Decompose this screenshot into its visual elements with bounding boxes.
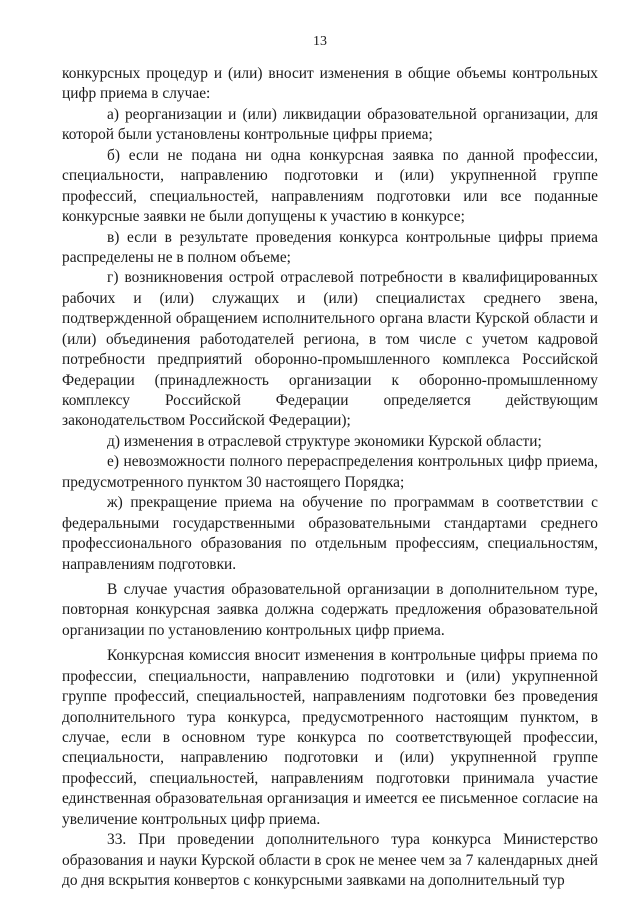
paragraph-additional-round: В случае участия образовательной организации в дополнительном туре, повторная конкурсная заявка должна содержать предложения образовательной организации по установлению контрольных цифр приема. [62,580,598,639]
paragraph-commission-changes: Конкурсная комиссия вносит изменения в контрольные цифры приема по профессии, специальности, направлению подготовки и (или) укрупненной группе профессий, специальностей, направлениям подготовки без проведения дополнительного тура конкурса, предусмотренного настоящим пунктом, в случае, если в основном туре конкурса по соответствующей профессии, специальности, направлению подготовки и (или) укрупненной группе профессий, специальностей, направлениям подготовки принимала участие единственная образовательная организация и имеется ее письменное согласие на увеличение контрольных цифр приема. [62,647,598,828]
page-number: 13 [313,34,327,49]
list-item-zh: ж) прекращение приема на обучение по программам в соответствии с федеральными государственными образовательными стандартами среднего профессионального образования по отдельным профессиям, специальностям, направлениям подготовки. [62,494,598,573]
paragraph-continuation: конкурсных процедур и (или) вносит изменения в общие объемы контрольных цифр приема в случае: [62,65,598,103]
list-item-g: г) возникновения острой отраслевой потребности в квалифицированных рабочих и (или) служащих и (или) специалистах среднего звена, подтвержденной обращением исполнительного органа власти Курской области и (или) объединения работодателей региона, в том числе с учетом кадровой потребности предприятий оборонно-промышленного комплекса Российской Федерации (принадлежность организации к оборонно-промышленному комплексу Российской Федерации определяется действующим законодательством Российской Федерации); [62,269,598,430]
list-item-a: а) реорганизации и (или) ликвидации образовательной организации, для которой были установлены контрольные цифры приема; [62,105,598,144]
list-item-v: в) если в результате проведения конкурса контрольные цифры приема распределены не в полном объеме; [62,228,598,266]
list-item-e: е) невозможности полного перераспределения контрольных цифр приема, предусмотренного пунктом 30 настоящего Порядка; [62,453,598,491]
list-item-d: д) изменения в отраслевой структуре экономики Курской области; [107,432,542,450]
document-body [62,64,598,892]
paragraph-clause-33: 33. При проведении дополнительного тура конкурса Министерство образования и науки Курской области в срок не менее чем за 7 календарных дней до дня вскрытия конвертов с конкурсными заявками на дополнительный тур [62,831,598,890]
list-item-b: б) если не подана ни одна конкурсная заявка по данной профессии, специальности, направлению подготовки и (или) укрупненной группе профессий, специальностей, направлениям подготовки или все поданные конкурсные заявки не были допущены к участию в конкурсе; [62,146,598,226]
